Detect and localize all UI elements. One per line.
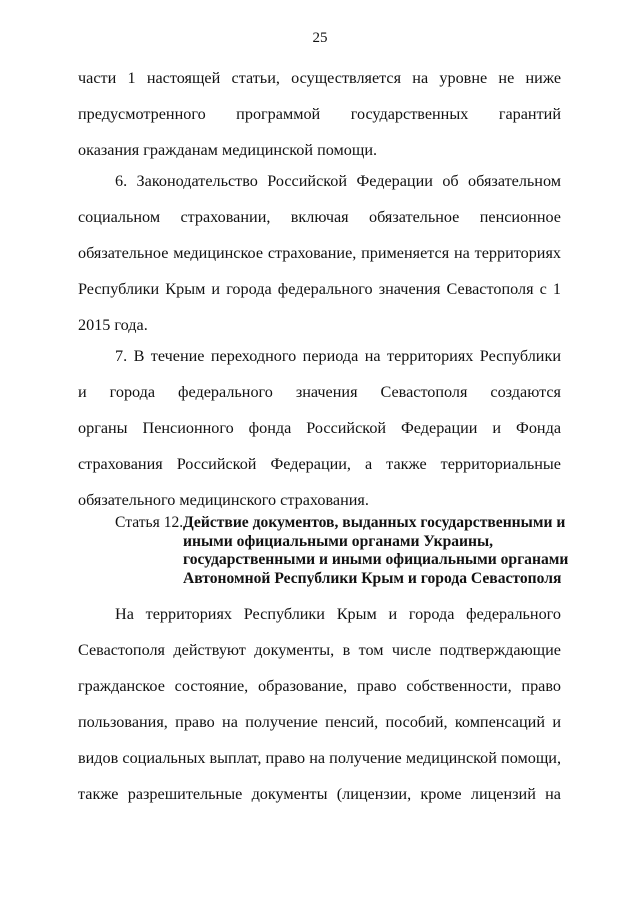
text-line: На территориях Республики Крым и города федерального (115, 605, 561, 623)
text-line: обязательное медицинское страхование, применяется на территориях (78, 244, 561, 262)
text-line: гражданское состояние, образование, право собственности, право (78, 677, 561, 695)
text-line: Республики Крым и города федерального значения Севастополя с 1 (78, 280, 561, 298)
article-title-line: Действие документов, выданных государственными и (183, 514, 566, 531)
paragraph-7 (78, 338, 561, 518)
text-line: обязательного медицинского страхования. (78, 491, 369, 509)
article-12-body (78, 596, 561, 812)
article-title (183, 514, 573, 588)
text-line: 6. Законодательство Российской Федерации об обязательном (115, 172, 561, 190)
text-line: Севастополя действуют документы, в том числе подтверждающие (78, 641, 561, 659)
text-line: пользования, право на получение пенсий, пособий, компенсаций и (78, 713, 561, 731)
text-line: видов социальных выплат, право на получение медицинской помощи, (78, 749, 561, 767)
text-line: оказания гражданам медицинской помощи. (78, 141, 378, 159)
text-line: страхования Российской Федерации, а также территориальные (78, 455, 561, 473)
paragraph-6 (78, 163, 561, 343)
text-line: и города федерального значения Севастополя создаются (78, 383, 561, 401)
text-line: органы Пенсионного фонда Российской Федерации и Фонда (78, 419, 561, 437)
article-title-line: государственными и иными официальными органами (183, 551, 569, 569)
paragraph-continuation (78, 60, 561, 168)
text-line: социальном страховании, включая обязательное пенсионное (78, 208, 561, 226)
article-label: Статья 12. (115, 514, 184, 531)
text-line: предусмотренного программой государственных гарантий (78, 105, 561, 123)
text-line: части 1 настоящей статьи, осуществляется на уровне не ниже (78, 69, 561, 87)
article-title-line: Автономной Республики Крым и города Севастополя (183, 569, 562, 587)
text-line: 7. В течение переходного периода на территориях Республики (115, 347, 561, 365)
page-number: 25 (312, 30, 328, 46)
text-line: также разрешительные документы (лицензии, кроме лицензий на (78, 785, 561, 803)
text-line: 2015 года. (78, 316, 148, 334)
article-title-line: иными официальными органами Украины, (183, 532, 494, 550)
